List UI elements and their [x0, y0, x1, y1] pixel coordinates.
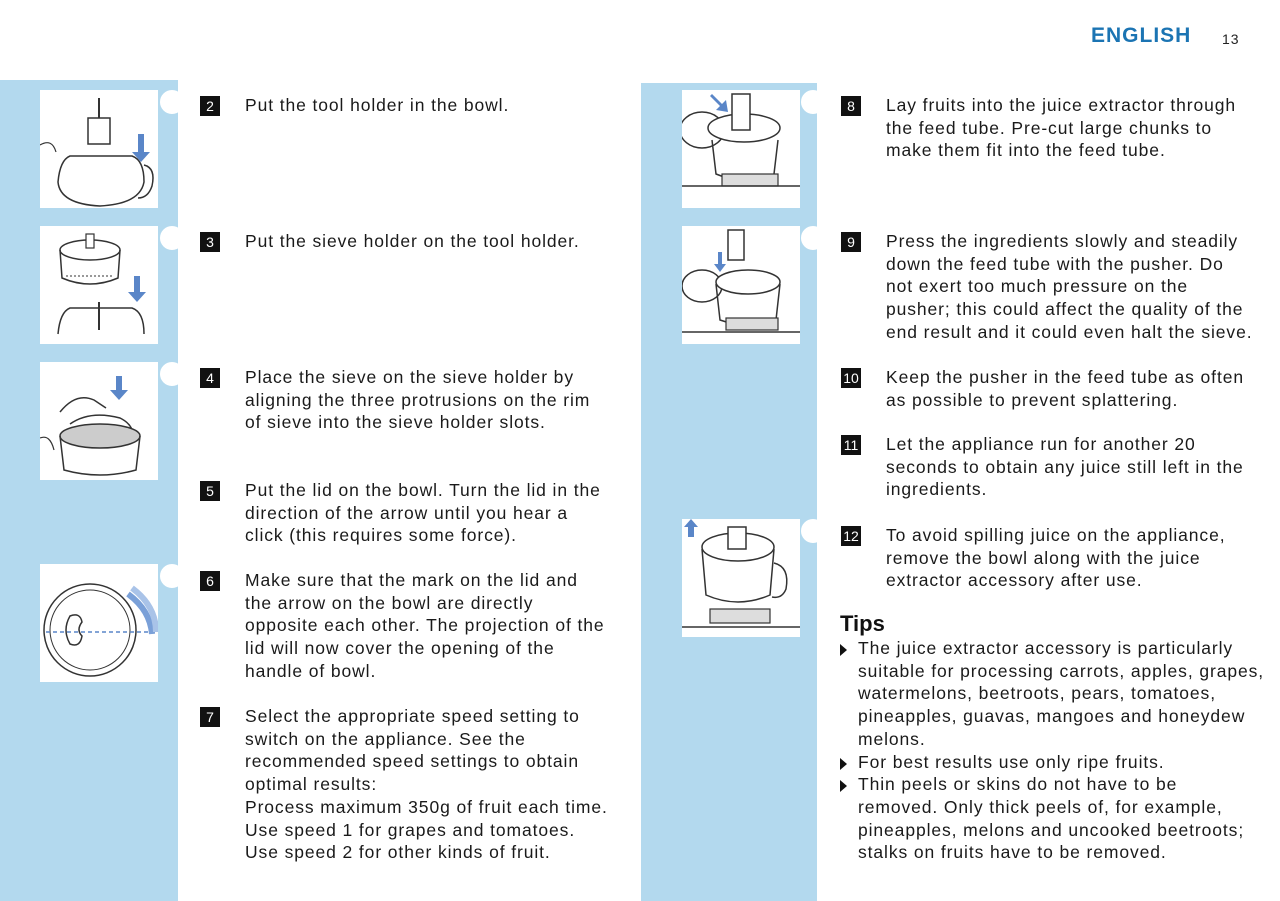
step-number-badge: 8 — [841, 96, 861, 116]
remove-bowl-illustration — [682, 519, 800, 637]
step-line: Select the appropriate speed setting to — [245, 706, 580, 726]
step-line: pusher; this could affect the quality of the — [886, 299, 1244, 320]
language-label: ENGLISH — [1091, 24, 1192, 47]
tab-circle — [801, 519, 825, 543]
step-line: switch on the appliance. See the — [245, 728, 526, 749]
step-number-badge: 6 — [200, 571, 220, 591]
tips-list — [840, 637, 1264, 864]
tip-line: removed. Only thick peels of, for example, — [858, 796, 1223, 817]
step-number-badge: 3 — [200, 232, 220, 252]
step-line: Process maximum 350g of fruit each time. — [245, 796, 608, 817]
tips-heading: Tips — [840, 611, 885, 636]
step-line: Put the lid on the bowl. Turn the lid in the — [245, 480, 601, 500]
tip-line: suitable for processing carrots, apples, grapes, — [858, 660, 1265, 681]
step-text — [886, 230, 1252, 344]
tab-circle — [160, 226, 184, 250]
step-line: Keep the pusher in the feed tube as often — [886, 367, 1244, 387]
step-line: the arrow on the bowl are directly — [245, 592, 534, 613]
step-line: Use speed 1 for grapes and tomatoes. — [245, 819, 576, 840]
tip-line: Thin peels or skins do not have to be — [858, 774, 1178, 795]
step-line: handle of bowl. — [245, 660, 377, 681]
step-line: not exert too much pressure on the — [886, 276, 1189, 297]
step-line: as possible to prevent splattering. — [886, 389, 1179, 410]
step-line: To avoid spilling juice on the appliance, — [886, 525, 1226, 545]
lay-fruit-feed-tube-illustration — [682, 90, 800, 208]
tip-item — [840, 637, 1264, 751]
step-text — [886, 366, 1244, 411]
pusher-feed-tube-illustration — [682, 226, 800, 344]
step-line: Let the appliance run for another 20 — [886, 434, 1196, 454]
step-line: Make sure that the mark on the lid and — [245, 570, 578, 590]
tip-line: watermelons, beetroots, pears, tomatoes, — [858, 683, 1216, 704]
tip-line: The juice extractor accessory is particularly — [858, 638, 1234, 658]
step-line: the feed tube. Pre-cut large chunks to — [886, 117, 1213, 138]
tool-holder-into-bowl-illustration — [40, 90, 158, 208]
step-line: make them fit into the feed tube. — [886, 140, 1166, 161]
step-number-badge: 11 — [841, 435, 861, 455]
step-line: remove the bowl along with the juice — [886, 547, 1201, 568]
step-text — [245, 705, 608, 864]
step-number-badge: 7 — [200, 707, 220, 727]
step-line: Put the tool holder in the bowl. — [245, 95, 510, 115]
step-line: click (this requires some force). — [245, 525, 517, 546]
tip-line: pineapples, melons and uncooked beetroots; — [858, 819, 1245, 840]
tip-line: melons. — [858, 728, 926, 749]
step-line: opposite each other. The projection of the — [245, 615, 605, 636]
step-text — [886, 433, 1244, 501]
step-line: recommended speed settings to obtain — [245, 751, 579, 772]
tip-line: stalks on fruits have to be removed. — [858, 842, 1167, 863]
step-line: lid will now cover the opening of the — [245, 638, 555, 659]
bullet-icon — [840, 758, 847, 770]
step-text — [245, 569, 605, 683]
step-text — [245, 366, 590, 434]
step-line: end result and it could even halt the sieve. — [886, 321, 1253, 342]
step-text — [245, 94, 509, 117]
sieve-holder-on-tool-holder-illustration — [40, 226, 158, 344]
step-number-badge: 10 — [841, 368, 861, 388]
tab-circle — [801, 90, 825, 114]
step-text — [886, 94, 1236, 162]
step-line: direction of the arrow until you hear a — [245, 502, 569, 523]
step-number-badge: 12 — [841, 526, 861, 546]
step-line: Lay fruits into the juice extractor through — [886, 95, 1236, 115]
step-line: of sieve into the sieve holder slots. — [245, 412, 546, 433]
tip-item — [840, 773, 1264, 864]
step-number-badge: 4 — [200, 368, 220, 388]
tab-circle — [801, 226, 825, 250]
tip-line: pineapples, guavas, mangoes and honeydew — [858, 706, 1246, 727]
step-number-badge: 9 — [841, 232, 861, 252]
step-line: Put the sieve holder on the tool holder. — [245, 231, 580, 251]
step-line: seconds to obtain any juice still left in the — [886, 456, 1244, 477]
tab-circle — [160, 362, 184, 386]
tip-item — [840, 751, 1264, 774]
sieve-on-holder-illustration — [40, 362, 158, 480]
step-text — [886, 524, 1225, 592]
page-number: 13 — [1222, 31, 1240, 47]
step-number-badge: 5 — [200, 481, 220, 501]
step-line: Press the ingredients slowly and steadily — [886, 231, 1239, 251]
step-line: ingredients. — [886, 479, 988, 500]
bullet-icon — [840, 780, 847, 792]
bullet-icon — [840, 644, 847, 656]
tab-circle — [160, 90, 184, 114]
step-text — [245, 230, 580, 253]
tip-line: For best results use only ripe fruits. — [858, 751, 1165, 772]
lid-turn-arrow-illustration — [40, 564, 158, 682]
step-number-badge: 2 — [200, 96, 220, 116]
step-line: Place the sieve on the sieve holder by — [245, 367, 574, 387]
tab-circle — [160, 564, 184, 588]
step-line: down the feed tube with the pusher. Do — [886, 253, 1224, 274]
step-line: optimal results: — [245, 774, 378, 795]
step-line: aligning the three protrusions on the rim — [245, 389, 591, 410]
step-line: Use speed 2 for other kinds of fruit. — [245, 842, 551, 863]
step-line: extractor accessory after use. — [886, 570, 1143, 591]
step-text — [245, 479, 601, 547]
